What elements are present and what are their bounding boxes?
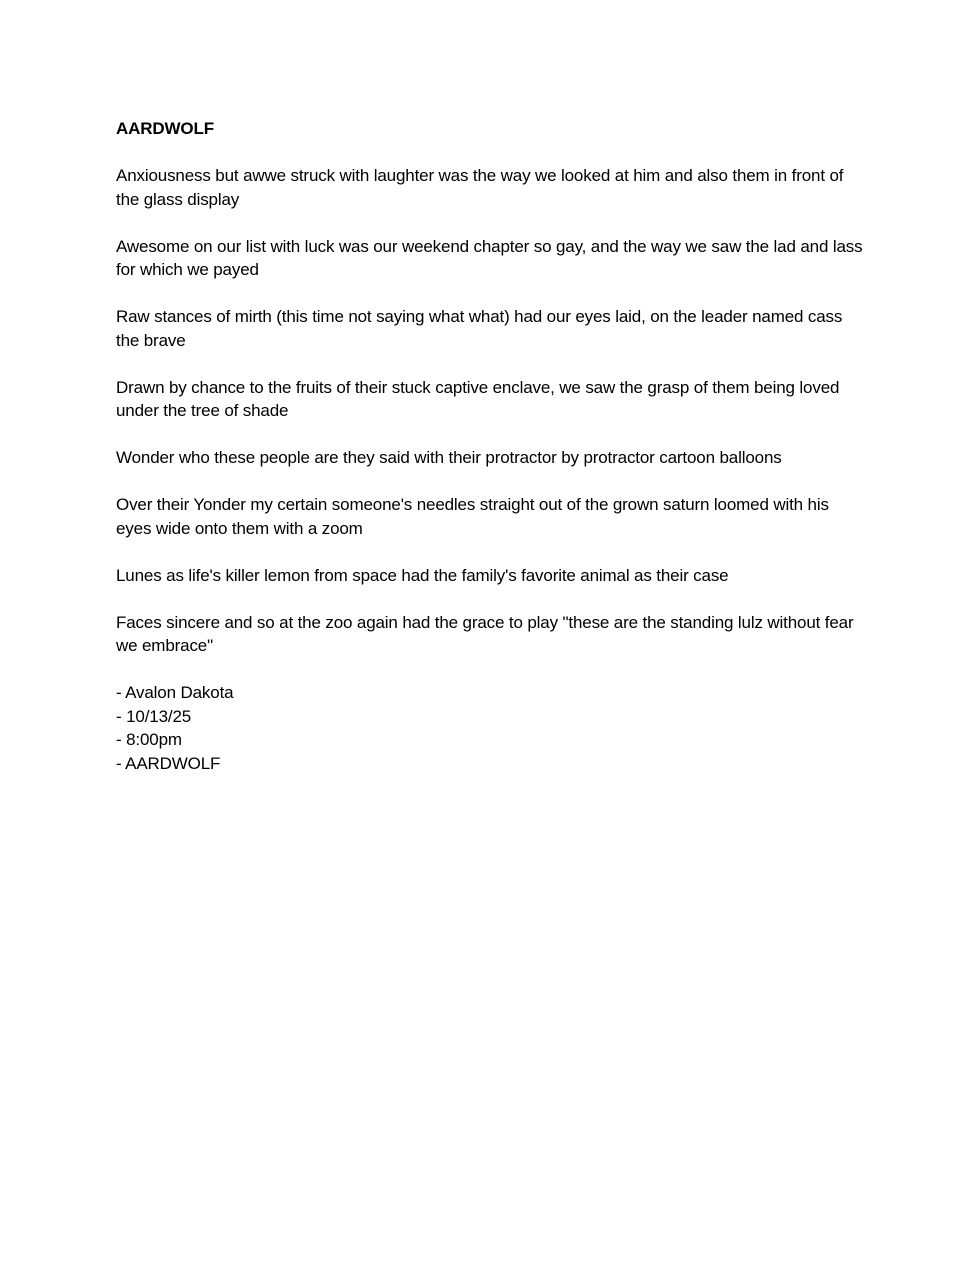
stanza-4: Drawn by chance to the fruits of their stuck captive enclave, we saw the grasp of them being loved under the tree of shade [116,377,840,420]
stanza-7: Lunes as life's killer lemon from space had the family's favorite animal as their case [116,565,729,585]
signature-date: - 10/13/25 [116,706,192,726]
stanza-5: Wonder who these people are they said with their protractor by protractor cartoon balloons [116,448,782,467]
stanza-1: Anxiousness but awwe struck with laughter was the way we looked at him and also them in front of the glass display [116,166,844,209]
stanza-8: Faces sincere and so at the zoo again had the grace to play "these are the standing lulz without fear we embrace" [116,612,854,655]
stanza-2: Awesome on our list with luck was our weekend chapter so gay, and the way we saw the lad and lass for which we payed [116,236,863,279]
signature-time: - 8:00pm [116,730,182,749]
poem-title: AARDWOLF [116,119,214,138]
signature-title: - AARDWOLF [116,753,221,773]
signature-block [116,681,868,775]
document-body [116,117,868,775]
signature-author: - Avalon Dakota [116,683,234,702]
stanza-6: Over their Yonder my certain someone's needles straight out of the grown saturn loomed with his eyes wide onto them with a zoom [116,495,829,538]
stanza-3: Raw stances of mirth (this time not saying what what) had our eyes laid, on the leader named cass the brave [116,307,843,350]
